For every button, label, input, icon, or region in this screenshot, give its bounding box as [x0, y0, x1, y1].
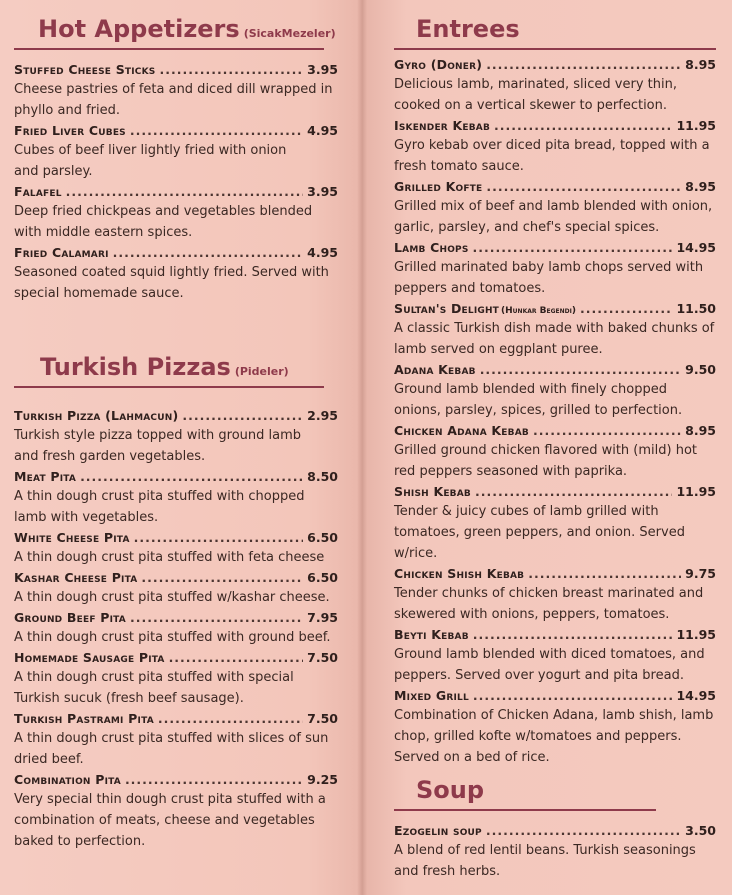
leader-dots — [486, 55, 681, 74]
leader-dots — [169, 648, 304, 667]
item-description: Gyro kebab over diced pita bread, topped with a fresh tomato sauce. — [394, 138, 710, 174]
item-price: 11.95 — [676, 627, 716, 642]
item-description: Seasoned coated squid lightly fried. Served with special homemade sauce. — [14, 265, 329, 301]
item-price: 11.95 — [676, 484, 716, 499]
leader-dots — [158, 709, 303, 728]
menu-item — [394, 177, 716, 238]
item-price: 8.95 — [685, 423, 716, 438]
item-description: Deep fried chickpeas and vegetables blended with middle eastern spices. — [14, 204, 313, 240]
page-fold — [357, 0, 367, 895]
section-title: Turkish Pizzas — [40, 353, 231, 381]
item-description: A blend of red lentil beans. Turkish seasonings and fresh herbs. — [394, 843, 696, 879]
heading-underline — [394, 48, 716, 50]
item-price: 6.50 — [307, 570, 338, 585]
leader-dots — [130, 121, 303, 140]
item-name: Homemade Sausage Pita — [14, 650, 165, 665]
item-price: 3.95 — [307, 184, 338, 199]
menu-item — [394, 299, 716, 360]
leader-dots — [66, 182, 304, 201]
menu-item — [14, 528, 338, 568]
menu-item — [14, 608, 338, 648]
leader-dots — [494, 116, 672, 135]
menu-item — [14, 406, 338, 467]
menu-item — [394, 116, 716, 177]
item-description: Grilled marinated baby lamb chops served with peppers and tomatoes. — [394, 260, 704, 296]
item-price: 7.95 — [307, 610, 338, 625]
right-menu-page — [362, 0, 732, 895]
menu-item — [394, 482, 716, 564]
item-price: 9.75 — [685, 566, 716, 581]
item-description: Combination of Chicken Adana, lamb shish, lamb chop, grilled kofte w/tomatoes and peppers. Served on a bed of rice. — [394, 708, 714, 765]
item-description: Cubes of beef liver lightly fried with onion and parsley. — [14, 143, 287, 179]
item-price: 9.25 — [307, 772, 338, 787]
item-description: Delicious lamb, marinated, sliced very thin, cooked on a vertical skewer to perfection. — [394, 77, 677, 113]
item-price: 8.95 — [685, 57, 716, 72]
item-name: Gyro (Doner) — [394, 57, 483, 72]
menu-item — [394, 360, 716, 421]
item-description: Tender & juicy cubes of lamb grilled with tomatoes, green peppers, and onion. Served w/rice. — [394, 504, 685, 561]
heading-underline — [14, 48, 324, 50]
menu-item — [14, 182, 338, 243]
item-price: 11.50 — [676, 301, 716, 316]
item-price: 2.95 — [307, 408, 338, 423]
section-subtitle: (SicakMezeler) — [243, 27, 336, 40]
item-name: Adana Kebab — [394, 362, 476, 377]
leader-dots — [80, 467, 303, 486]
menu-item — [394, 625, 716, 686]
item-price: 7.50 — [307, 650, 338, 665]
menu-item — [394, 238, 716, 299]
item-price: 14.95 — [676, 688, 716, 703]
item-name: Combination Pita — [14, 772, 121, 787]
item-name: Turkish Pastrami Pita — [14, 711, 154, 726]
hot-appetizers-section — [14, 14, 338, 304]
item-name: Mixed Grill — [394, 688, 469, 703]
item-list — [394, 55, 716, 768]
item-name: Turkish Pizza (Lahmacun) — [14, 408, 179, 423]
menu-item — [394, 55, 716, 116]
item-name: Lamb Chops — [394, 240, 469, 255]
item-price: 3.95 — [307, 62, 338, 77]
menu-item — [14, 709, 338, 770]
leader-dots — [486, 821, 681, 840]
item-description: Ground lamb blended with diced tomatoes, and peppers. Served over yogurt and pita bread. — [394, 647, 705, 683]
item-description: Grilled ground chicken flavored with (mild) hot red peppers seasoned with paprika. — [394, 443, 698, 479]
item-name: Iskender Kebab — [394, 118, 491, 133]
item-price: 14.95 — [676, 240, 716, 255]
leader-dots — [113, 243, 304, 262]
heading-underline — [14, 386, 324, 388]
soup-section — [394, 775, 716, 882]
item-name: Fried Liver Cubes — [14, 123, 126, 138]
item-price: 4.95 — [307, 245, 338, 260]
item-description: A classic Turkish dish made with baked chunks of lamb served on eggplant puree. — [394, 321, 715, 357]
item-description: Ground lamb blended with finely chopped onions, parsley, spices, grilled to perfection. — [394, 382, 683, 418]
soup-heading — [394, 775, 716, 805]
menu-item — [14, 648, 338, 709]
entrees-section — [394, 14, 716, 768]
leader-dots — [182, 406, 303, 425]
menu-item — [394, 821, 716, 882]
leader-dots — [134, 528, 304, 547]
item-description: A thin dough crust pita stuffed with slices of sun dried beef. — [14, 731, 329, 767]
menu-item — [394, 686, 716, 768]
menu-item — [14, 770, 338, 852]
leader-dots — [473, 238, 673, 257]
menu-item — [14, 60, 338, 121]
menu-item — [14, 121, 338, 182]
item-name: Fried Calamari — [14, 245, 109, 260]
left-menu-page — [0, 0, 362, 895]
item-name: Stuffed Cheese Sticks — [14, 62, 156, 77]
item-name: Falafel — [14, 184, 62, 199]
item-name: Beyti Kebab — [394, 627, 469, 642]
leader-dots — [141, 568, 303, 587]
leader-dots — [528, 564, 681, 583]
item-name: Meat Pita — [14, 469, 77, 484]
leader-dots — [125, 770, 303, 789]
section-title: Soup — [416, 776, 485, 804]
item-description: Cheese pastries of feta and diced dill wrapped in phyllo and fried. — [14, 82, 333, 118]
leader-dots — [473, 625, 673, 644]
item-name: Ezogelin soup — [394, 823, 482, 838]
item-description: Grilled mix of beef and lamb blended with onion, garlic, parsley, and chef's special spices. — [394, 199, 713, 235]
item-price: 11.95 — [676, 118, 716, 133]
item-description: A thin dough crust pita stuffed with ground beef. — [14, 630, 331, 645]
item-name: Kashar Cheese Pita — [14, 570, 138, 585]
item-price: 8.95 — [685, 179, 716, 194]
leader-dots — [480, 360, 681, 379]
item-price: 8.50 — [307, 469, 338, 484]
item-name: Chicken Adana Kebab — [394, 423, 529, 438]
hot-appetizers-heading — [14, 14, 338, 44]
item-name: Ground Beef Pita — [14, 610, 126, 625]
item-price: 6.50 — [307, 530, 338, 545]
item-description: A thin dough crust pita stuffed w/kashar cheese. — [14, 590, 330, 605]
turkish-pizzas-section — [14, 352, 338, 852]
item-description: Very special thin dough crust pita stuffed with a combination of meats, cheese and vegetables baked to perfection. — [14, 792, 326, 849]
entrees-heading — [394, 14, 716, 44]
item-price: 9.50 — [685, 362, 716, 377]
leader-dots — [533, 421, 681, 440]
menu-item — [14, 568, 338, 608]
leader-dots — [159, 60, 303, 79]
menu-item — [14, 467, 338, 528]
leader-dots — [473, 686, 673, 705]
item-description: Turkish style pizza topped with ground lamb and fresh garden vegetables. — [14, 428, 302, 464]
item-description: A thin dough crust pita stuffed with special Turkish sucuk (fresh beef sausage). — [14, 670, 294, 706]
turkish-pizzas-heading — [14, 352, 338, 382]
item-price: 4.95 — [307, 123, 338, 138]
item-name: Shish Kebab — [394, 484, 471, 499]
item-list — [14, 406, 338, 852]
item-description: Tender chunks of chicken breast marinated and skewered with onions, peppers, tomatoes. — [394, 586, 704, 622]
leader-dots — [130, 608, 303, 627]
item-name: Sultan's Delight — [394, 301, 500, 316]
item-list — [394, 821, 716, 882]
menu-item — [394, 564, 716, 625]
section-title: Entrees — [416, 15, 520, 43]
item-name: White Cheese Pita — [14, 530, 130, 545]
item-description: A thin dough crust pita stuffed with feta cheese — [14, 550, 325, 565]
item-price: 3.50 — [685, 823, 716, 838]
menu-item — [394, 421, 716, 482]
leader-dots — [580, 299, 673, 318]
item-name: Chicken Shish Kebab — [394, 566, 525, 581]
section-title: Hot Appetizers — [38, 15, 240, 43]
item-list — [14, 60, 338, 304]
heading-underline — [394, 809, 656, 811]
item-price: 7.50 — [307, 711, 338, 726]
item-description: A thin dough crust pita stuffed with chopped lamb with vegetables. — [14, 489, 305, 525]
section-subtitle: (Pideler) — [234, 365, 289, 378]
item-note: (Hunkar Begendi) — [501, 306, 576, 316]
item-name: Grilled Kofte — [394, 179, 483, 194]
leader-dots — [475, 482, 672, 501]
menu-item — [14, 243, 338, 304]
leader-dots — [486, 177, 681, 196]
